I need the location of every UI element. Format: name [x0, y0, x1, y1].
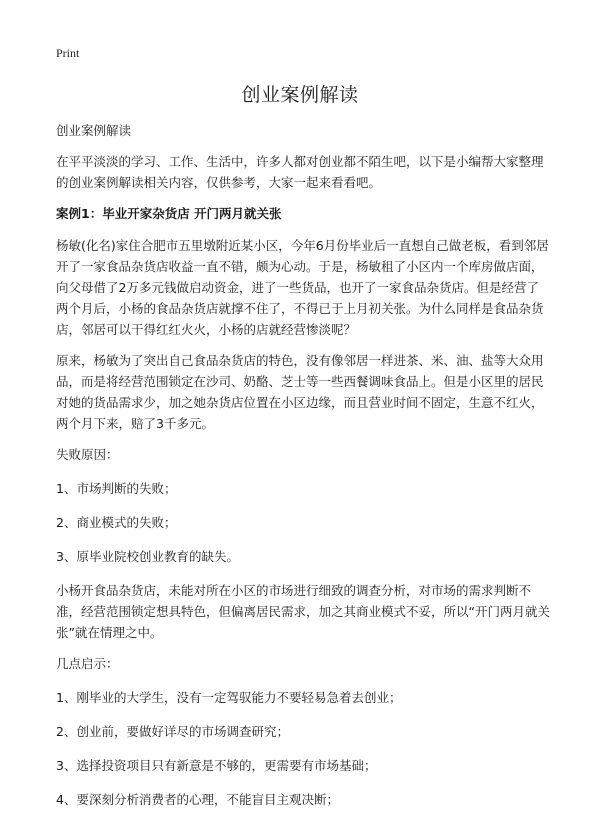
case-heading: 案例1：毕业开家杂货店 开门两月就关张: [56, 206, 282, 221]
failure-item: 2、商业模式的失败；: [56, 515, 177, 530]
tip-item: 1、刚毕业的大学生，没有一定驾驭能力不要轻易急着去创业；: [56, 690, 402, 705]
tip-item: 3、选择投资项目只有新意是不够的，更需要有市场基础；: [56, 758, 377, 773]
article-subtitle: 创业案例解读: [56, 123, 132, 138]
page-title: 创业案例解读: [241, 84, 359, 106]
tip-item: 4、要深刻分析消费者的心理，不能盲目主观决断；: [56, 792, 339, 807]
failure-item: 3、原毕业院校创业教育的缺失。: [56, 549, 239, 564]
failure-label: 失败原因：: [56, 447, 119, 462]
case-paragraph-2: 原来，杨敏为了突出自己食品杂货店的特色，没有像邻居一样进茶、米、油、盐等大众用品，而是将经营范围锁定在沙司、奶酪、芝士等一些西餐调味食品上。但是小区里的居民对她的货品需求少，加之她杂货店位置在小区边缘，而且营业时间不固定，生意不红火，两个月下来，赔了3千多元。: [56, 353, 544, 431]
tip-item: 2、创业前，要做好详尽的市场调查研究；: [56, 724, 289, 739]
tips-label: 几点启示：: [56, 656, 119, 671]
intro-paragraph: 在平平淡淡的学习、工作、生活中，许多人都对创业都不陌生吧，以下是小编帮大家整理的创业案例解读相关内容，仅供参考，大家一起来看看吧。: [56, 154, 544, 190]
case-paragraph-1: 杨敏(化名)家住合肥市五里墩附近某小区，今年6月份毕业后一直想自己做老板，看到邻居开了一家食品杂货店收益一直不错，颇为心动。于是，杨敏租了小区内一个库房做店面，向父母借了2万多元钱做启动资金，进了一些货品，也开了一家食品杂货店。但是经营了两个月后，小杨的食品杂货店就撑不住了，不得已于上月初关张。为什么同样是食品杂货店，邻居可以干得红红火火，小杨的店就经营惨淡呢？: [56, 238, 549, 337]
failure-item: 1、市场判断的失败；: [56, 481, 177, 496]
article-body: [56, 120, 550, 823]
analysis-paragraph: 小杨开食品杂货店，未能对所在小区的市场进行细致的调查分析，对市场的需求判断不准，经营范围锁定想具特色，但偏离居民需求，加之其商业模式不妥，所以“开门两月就关张”就在情理之中。: [56, 583, 550, 640]
print-link[interactable]: Print: [56, 46, 80, 60]
